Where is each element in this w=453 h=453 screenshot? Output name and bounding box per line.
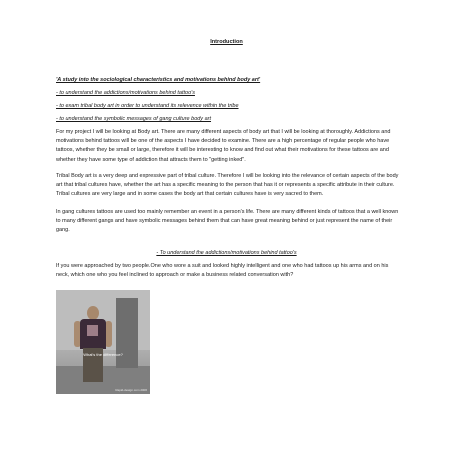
tattooed-man-photo [56,290,150,394]
intro-paragraph: For my project I will be looking at Body art. There are many different aspects of body art that I will be looking at thoroughly. Addictions and motivations behind tattoos will be one of the aspects I have decided to examine. There are a high percentage of regular people who have tattoos, whether they be small or large, therefore it will be interesting to know and find out what their motivations for these tattoos are and whether they have some type of addiction that attracts them to "getting inked". [56,129,391,163]
aim-item: - to exam tribal body art in order to understand its relevence within the tribe [56,103,239,109]
section-paragraph: If you were approached by two people.One who wore a suit and looked highly intelligent and one who had tattoos up his arms and on his neck, which one who you feel inclined to approach or make a business related conversation with? [56,263,389,279]
section-heading: - To understand the addictions/motivations behind tattoo's [156,250,297,256]
intro-paragraph: In gang cultures tattoos are used too mainly remember an event in a person's life. There are many different kinds of tattoos that a well known to many different gangs and have symbolic messages behind them that can have great meaning behind or just represent the name of their gang. [56,209,399,234]
intro-paragraph: Tribal Body art is a very deep and expressive part of tribal culture. Therefore I will be looking into the relevance of certain aspects of the body art that tribal cultures have, whether the art has a specific meaning to the person that has it or represents a specific attribute in their culture. Tribal cultures are very large and in some cases the body art that certain cultures have is very sacred to them. [56,173,399,198]
photo-caption: What's the difference? [83,352,123,357]
aim-item: - to understand the addictions/motivations behind tattoo's [56,90,195,96]
photo-watermark: Rapid-design.com 2006 [115,388,147,392]
document-title: Introduction [210,39,243,45]
aim-item: - to understand the symbolic messages of gang culture body art [56,116,212,122]
project-title: 'A study into the sociological characteristics and motivations behind body art' [56,77,261,83]
